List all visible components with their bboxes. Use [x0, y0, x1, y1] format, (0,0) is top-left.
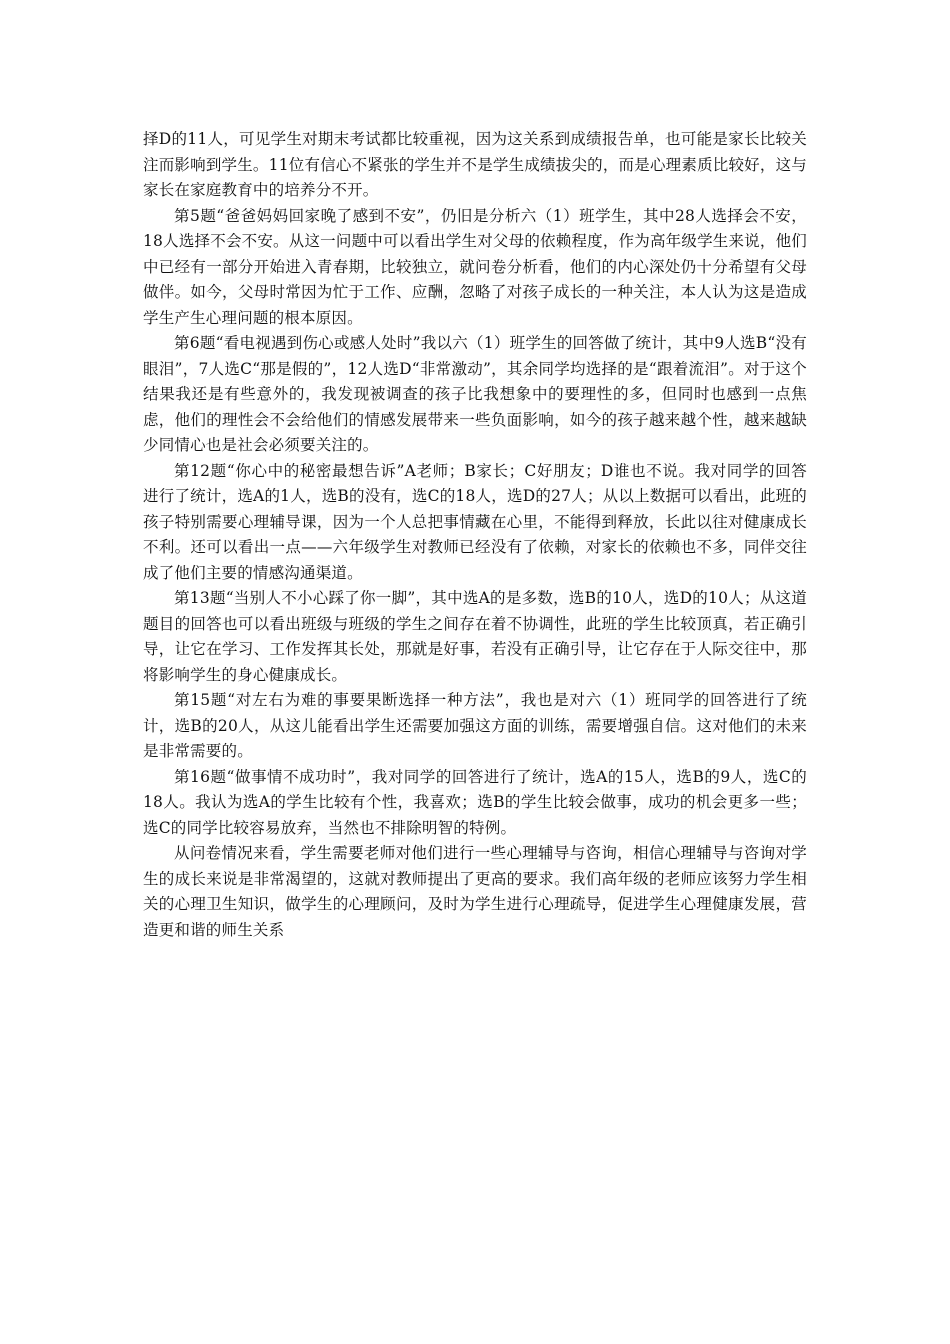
paragraph-1: 择D的11人，可见学生对期末考试都比较重视，因为这关系到成绩报告单，也可能是家长比较关注而影响到学生。11位有信心不紧张的学生并不是学生成绩拔尖的，而是心理素质比较好，这与家长在家庭教育中的培养分不开。	[143, 130, 807, 199]
paragraph-2: 第5题“爸爸妈妈回家晚了感到不安”，仍旧是分析六（1）班学生，其中28人选择会不安，18人选择不会不安。从这一问题中可以看出学生对父母的依赖程度，作为高年级学生来说，他们中已经有一部分开始进入青春期，比较独立，就问卷分析看，他们的内心深处仍十分希望有父母做伴。如今，父母时常因为忙于工作、应酬，忽略了对孩子成长的一种关注，本人认为这是造成学生产生心理问题的根本原因。	[143, 206, 807, 327]
paragraph-3: 第6题“看电视遇到伤心或感人处时”我以六（1）班学生的回答做了统计，其中9人选B“没有眼泪”，7人选C“那是假的”，12人选D“非常激动”，其余同学均选择的是“跟着流泪”。对于这个结果我还是有些意外的，我发现被调查的孩子比我想象中的要理性的多，但同时也感到一点焦虑，他们的理性会不会给他们的情感发展带来一些负面影响，如今的孩子越来越个性，越来越缺少同情心也是社会必须要关注的。	[143, 334, 807, 454]
paragraph-7: 第16题“做事情不成功时”，我对同学的回答进行了统计，选A的15人，选B的9人，选C的18人。我认为选A的学生比较有个性，我喜欢；选B的学生比较会做事，成功的机会更多一些；选C的同学比较容易放弃，当然也不排除明智的特例。	[143, 767, 807, 837]
paragraph-8: 从问卷情况来看，学生需要老师对他们进行一些心理辅导与咨询，相信心理辅导与咨询对学生的成长来说是非常渴望的，这就对教师提出了更高的要求。我们高年级的老师应该努力学生相关的心理卫生知识，做学生的心理顾问，及时为学生进行心理疏导，促进学生心理健康发展，营造更和谐的师生关系	[143, 844, 807, 939]
paragraph-6: 第15题“对左右为难的事要果断选择一种方法”，我也是对六（1）班同学的回答进行了统计，选B的20人，从这儿能看出学生还需要加强这方面的训练，需要增强自信。这对他们的未来是非常需要的。	[143, 691, 807, 760]
paragraph-4: 第12题“你心中的秘密最想告诉”A老师；B家长；C好朋友；D谁也不说。我对同学的回答进行了统计，选A的1人，选B的没有，选C的18人，选D的27人；从以上数据可以看出，此班的孩子特别需要心理辅导课，因为一个人总把事情藏在心里，不能得到释放，长此以往对健康成长不利。还可以看出一点——六年级学生对教师已经没有了依赖，对家长的依赖也不多，同伴交往成了他们主要的情感沟通渠道。	[143, 461, 807, 582]
paragraph-5: 第13题“当别人不小心踩了你一脚”，其中选A的是多数，选B的10人，选D的10人；从这道题目的回答也可以看出班级与班级的学生之间存在着不协调性，此班的学生比较顶真，若正确引导，让它在学习、工作发挥其长处，那就是好事，若没有正确引导，让它存在于人际交往中，那将影响学生的身心健康成长。	[143, 589, 807, 684]
document-page	[143, 127, 807, 943]
